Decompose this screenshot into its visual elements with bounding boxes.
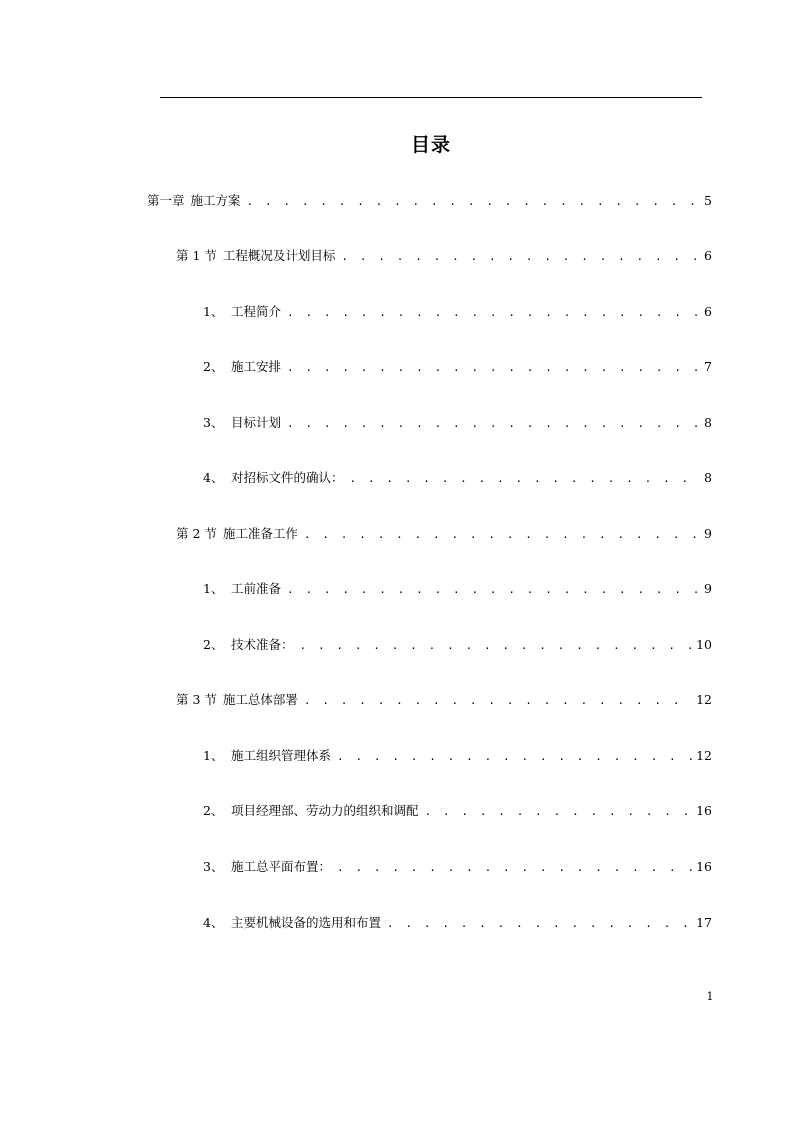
toc-entry-page: 7 (704, 359, 712, 374)
toc-entry-page: 16 (696, 803, 712, 818)
toc-entry-item[interactable] (203, 803, 712, 820)
dot-leader (350, 471, 701, 487)
toc-entry-section-1[interactable] (176, 248, 712, 265)
dot-leader (287, 360, 700, 376)
dot-leader (287, 582, 700, 598)
toc-entry-label: 项目经理部、劳动力的组织和调配 (231, 803, 419, 818)
toc-entry-label: 目标计划 (231, 415, 282, 430)
toc-entry-item[interactable] (203, 581, 712, 598)
toc-entry-item[interactable] (203, 637, 712, 654)
toc-entry-page: 8 (704, 470, 712, 485)
toc-entry-number: 2、 (203, 803, 224, 818)
toc-title: 目录 (410, 134, 451, 156)
toc-entry-page: 9 (704, 526, 712, 541)
toc-entry-number: 2、 (203, 359, 224, 374)
dot-leader (341, 249, 700, 265)
dot-leader (304, 527, 700, 543)
toc-entry-number: 4、 (203, 915, 224, 930)
dot-leader (287, 416, 700, 432)
page-number: 1 (706, 990, 714, 1003)
toc-entry-label: 工程简介 (231, 304, 282, 319)
toc-entry-label: 施工总体部署 (222, 692, 298, 707)
toc-entry-page: 12 (696, 748, 712, 763)
toc-entry-page: 9 (704, 581, 712, 596)
toc-entry-item[interactable] (203, 748, 712, 765)
toc-entry-number: 第 1 节 (176, 248, 217, 263)
toc-entry-label: 工程概况及计划目标 (222, 248, 336, 263)
toc-entry-label: 主要机械设备的选用和布置 (231, 915, 382, 930)
dot-leader (425, 804, 693, 820)
toc-entry-label: 施工总平面布置： (231, 859, 332, 874)
toc-entry-page: 6 (704, 304, 712, 319)
toc-entry-page: 10 (696, 637, 712, 652)
toc-entry-page: 12 (696, 692, 712, 707)
toc-entry-label: 工前准备 (231, 581, 282, 596)
toc-entry-number: 第一章 (147, 193, 185, 208)
dot-leader (300, 638, 693, 654)
toc-entry-label: 对招标文件的确认： (231, 470, 344, 485)
toc-entry-page: 16 (696, 859, 712, 874)
toc-entry-item[interactable] (203, 304, 712, 321)
toc-entry-item[interactable] (203, 415, 712, 432)
toc-entry-label: 施工组织管理体系 (231, 748, 332, 763)
toc-entry-page: 6 (704, 248, 712, 263)
toc-entry-number: 1、 (203, 748, 224, 763)
toc-entry-section-3[interactable] (176, 692, 712, 709)
toc-entry-item[interactable] (203, 859, 712, 876)
toc-entry-page: 17 (696, 915, 712, 930)
toc-entry-number: 第 3 节 (176, 692, 217, 707)
dot-leader (387, 916, 692, 932)
toc-entry-item[interactable] (203, 359, 712, 376)
toc-entry-label: 施工安排 (231, 359, 282, 374)
toc-entry-number: 3、 (203, 415, 224, 430)
toc-entry-number: 1、 (203, 581, 224, 596)
toc-entry-page: 5 (704, 193, 712, 208)
dot-leader (287, 305, 700, 321)
toc-entry-label: 技术准备： (231, 637, 294, 652)
dot-leader (247, 194, 701, 210)
toc-entry-label: 施工准备工作 (222, 526, 298, 541)
toc-entry-number: 4、 (203, 470, 224, 485)
toc-entry-label: 施工方案 (190, 193, 241, 208)
dot-leader (337, 749, 692, 765)
toc-entry-section-2[interactable] (176, 526, 712, 543)
toc-entry-item[interactable] (203, 915, 712, 932)
toc-entry-number: 第 2 节 (176, 526, 217, 541)
toc-entry-number: 1、 (203, 304, 224, 319)
toc-entry-item[interactable] (203, 470, 712, 487)
dot-leader (304, 693, 692, 709)
toc-entry-number: 3、 (203, 859, 224, 874)
toc-entry-chapter-1[interactable] (147, 193, 712, 210)
toc-entry-page: 8 (704, 415, 712, 430)
dot-leader (337, 860, 692, 876)
toc-entry-number: 2、 (203, 637, 224, 652)
